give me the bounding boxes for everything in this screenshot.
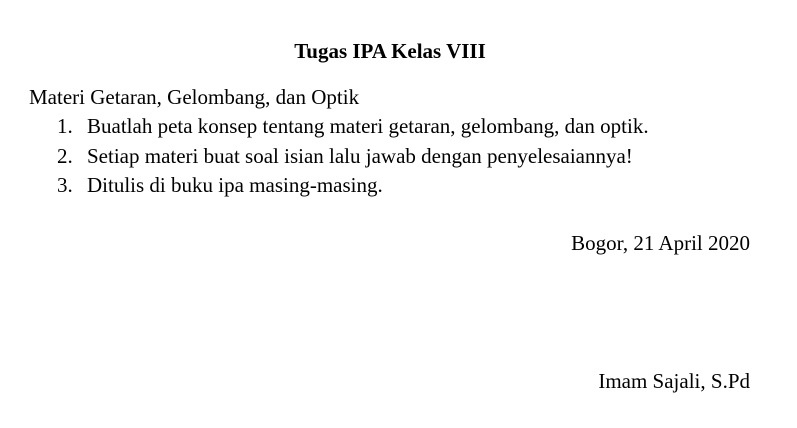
task-text: Setiap materi buat soal isian lalu jawab dengan penyelesaiannya! [87, 143, 633, 168]
task-number: 1. [57, 114, 73, 138]
task-text: Buatlah peta konsep tentang materi getaran, gelombang, dan optik. [87, 114, 649, 138]
place-date: Bogor, 21 April 2020 [571, 231, 750, 255]
document-title: Tugas IPA Kelas VIII [294, 39, 486, 63]
task-text: Ditulis di buku ipa masing-masing. [87, 173, 383, 197]
signature-name: Imam Sajali, S.Pd [598, 369, 750, 393]
subject-heading: Materi Getaran, Gelombang, dan Optik [29, 85, 360, 109]
task-number: 3. [57, 173, 73, 197]
task-number: 2. [57, 143, 73, 168]
